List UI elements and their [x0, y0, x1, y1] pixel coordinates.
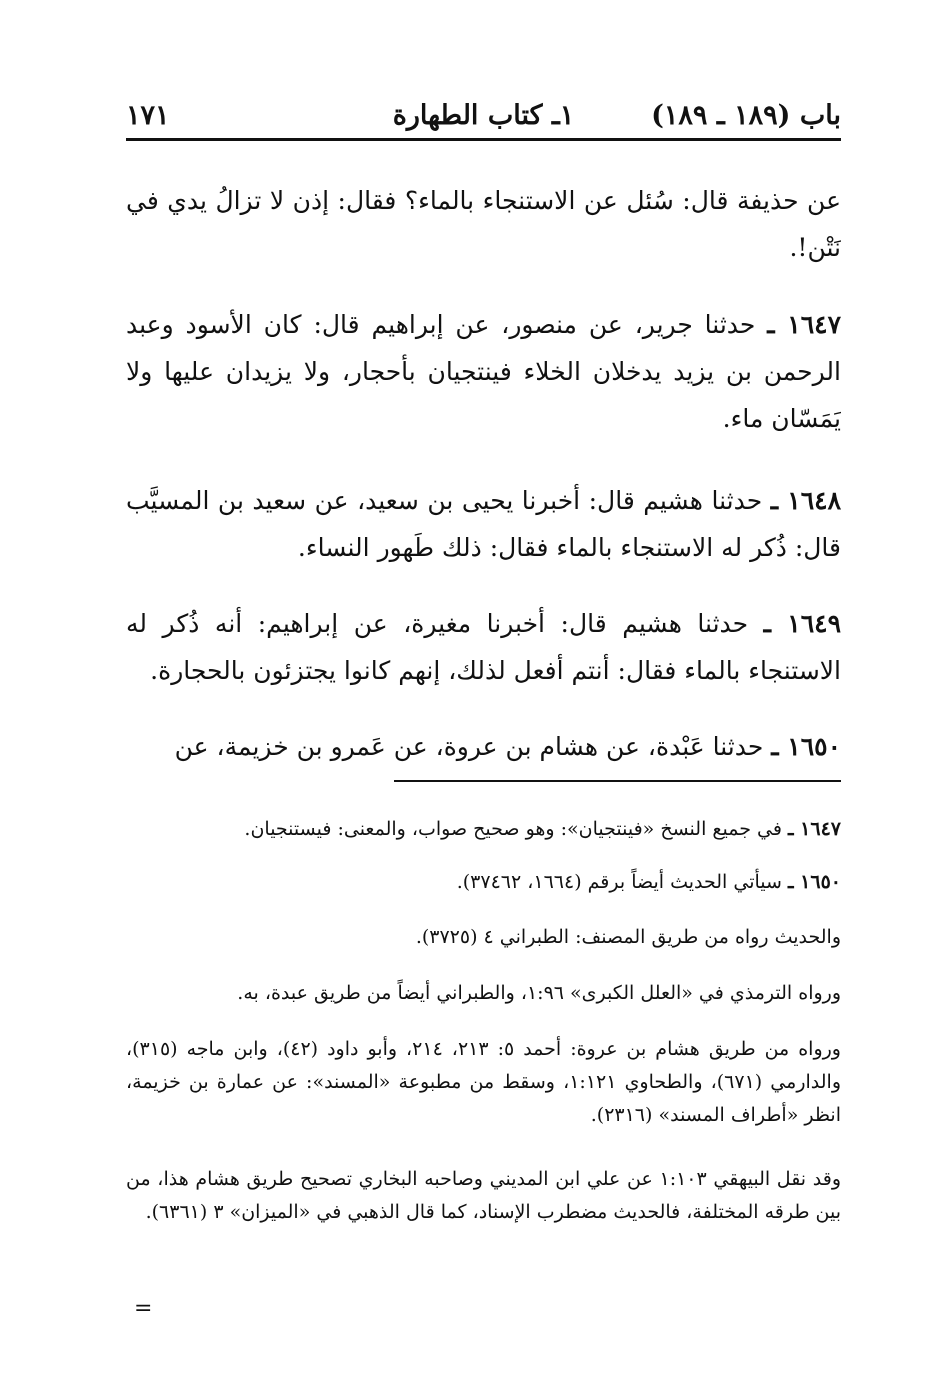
paragraph-text: عن حذيفة قال: سُئل عن الاستنجاء بالماء؟ فقال: إذن لا تزالُ يدي في نَتْن!.	[126, 186, 841, 262]
hadith-1647	[126, 301, 841, 442]
footnote-text: ورواه من طريق هشام بن عروة: أحمد ٥: ٢١٣، ٢١٤، وأبو داود (٤٢)، وابن ماجه (٣١٥)، والدارمي (٦٧١)، والطحاوي ١:١٢١، وسقط من مطبوعة «المسند»: عن عمارة بن خزيمة، انظر «أطراف المسند» (٢٣١٦).	[126, 1038, 841, 1126]
continuation-mark: =	[134, 1296, 153, 1321]
footnote-text: سيأتي الحديث أيضاً برقم (١٦٦٤، ٣٧٤٦٢).	[456, 871, 782, 893]
hadith-1648	[126, 477, 841, 571]
hadith-text: حدثنا هشيم قال: أخبرنا يحيى بن سعيد، عن سعيد بن المسيَّب قال: ذُكر له الاستنجاء بالماء فقال: ذلك طَهور النساء.	[126, 486, 841, 562]
hadith-number: ١٦٤٧ ـ	[767, 310, 841, 339]
footnote-text: والحديث رواه من طريق المصنف: الطبراني ٤ (٣٧٢٥).	[415, 926, 841, 948]
hadith-1649	[126, 600, 841, 694]
hadith-number: ١٦٤٨ ـ	[770, 486, 841, 515]
chapter-heading: باب (١٨٩ ـ ١٨٩)	[651, 100, 841, 131]
hadith-1650	[126, 723, 841, 770]
footnote-tabarani	[126, 921, 841, 954]
book-title: ١ـ كتاب الطهارة	[392, 100, 575, 131]
hadith-text: حدثنا جرير، عن منصور، عن إبراهيم قال: كان الأسود وعبد الرحمن بن يزيد يدخلان الخلاء فينتجيان بأحجار، ولا يزيدان عليها ولا يَمَسّان ماء.	[126, 310, 841, 433]
footnote-text: في جميع النسخ «فينتجيان»: وهو صحيح صواب، والمعنى: فيستنجيان.	[244, 818, 782, 840]
footnote-1650	[126, 866, 841, 899]
continued-paragraph	[126, 177, 841, 271]
footnote-number: ١٦٤٧ ـ	[787, 818, 841, 840]
footnote-number: ١٦٥٠ ـ	[787, 871, 841, 893]
footnote-bayhaqi	[126, 1163, 841, 1229]
hadith-text: حدثنا عَبْدة، عن هشام بن عروة، عن عَمرو بن خزيمة، عن	[174, 732, 764, 761]
hadith-number: ١٦٥٠ ـ	[771, 732, 841, 761]
hadith-number: ١٦٤٩ ـ	[763, 609, 841, 638]
footnote-hisham	[126, 1033, 841, 1132]
footnote-divider	[394, 780, 841, 782]
hadith-text: حدثنا هشيم قال: أخبرنا مغيرة، عن إبراهيم: أنه ذُكر له الاستنجاء بالماء فقال: أنتم أفعل لذلك، إنهم كانوا يجتزئون بالحجارة.	[126, 609, 841, 685]
footnote-1647	[126, 813, 841, 846]
footnote-tirmidhi	[126, 977, 841, 1010]
footnote-text: وقد نقل البيهقي ١:١٠٣ عن علي ابن المديني وصاحبه البخاري تصحيح طريق هشام هذا، من بين طرقه المختلفة، فالحديث مضطرب الإسناد، كما قال الذهبي في «الميزان» ٣ (٦٣٦١).	[126, 1168, 841, 1223]
footnote-text: ورواه الترمذي في «العلل الكبرى» ١:٩٦، والطبراني أيضاً من طريق عبدة، به.	[237, 982, 841, 1004]
page-number: ١٧١	[126, 100, 170, 131]
page-header	[126, 92, 841, 141]
